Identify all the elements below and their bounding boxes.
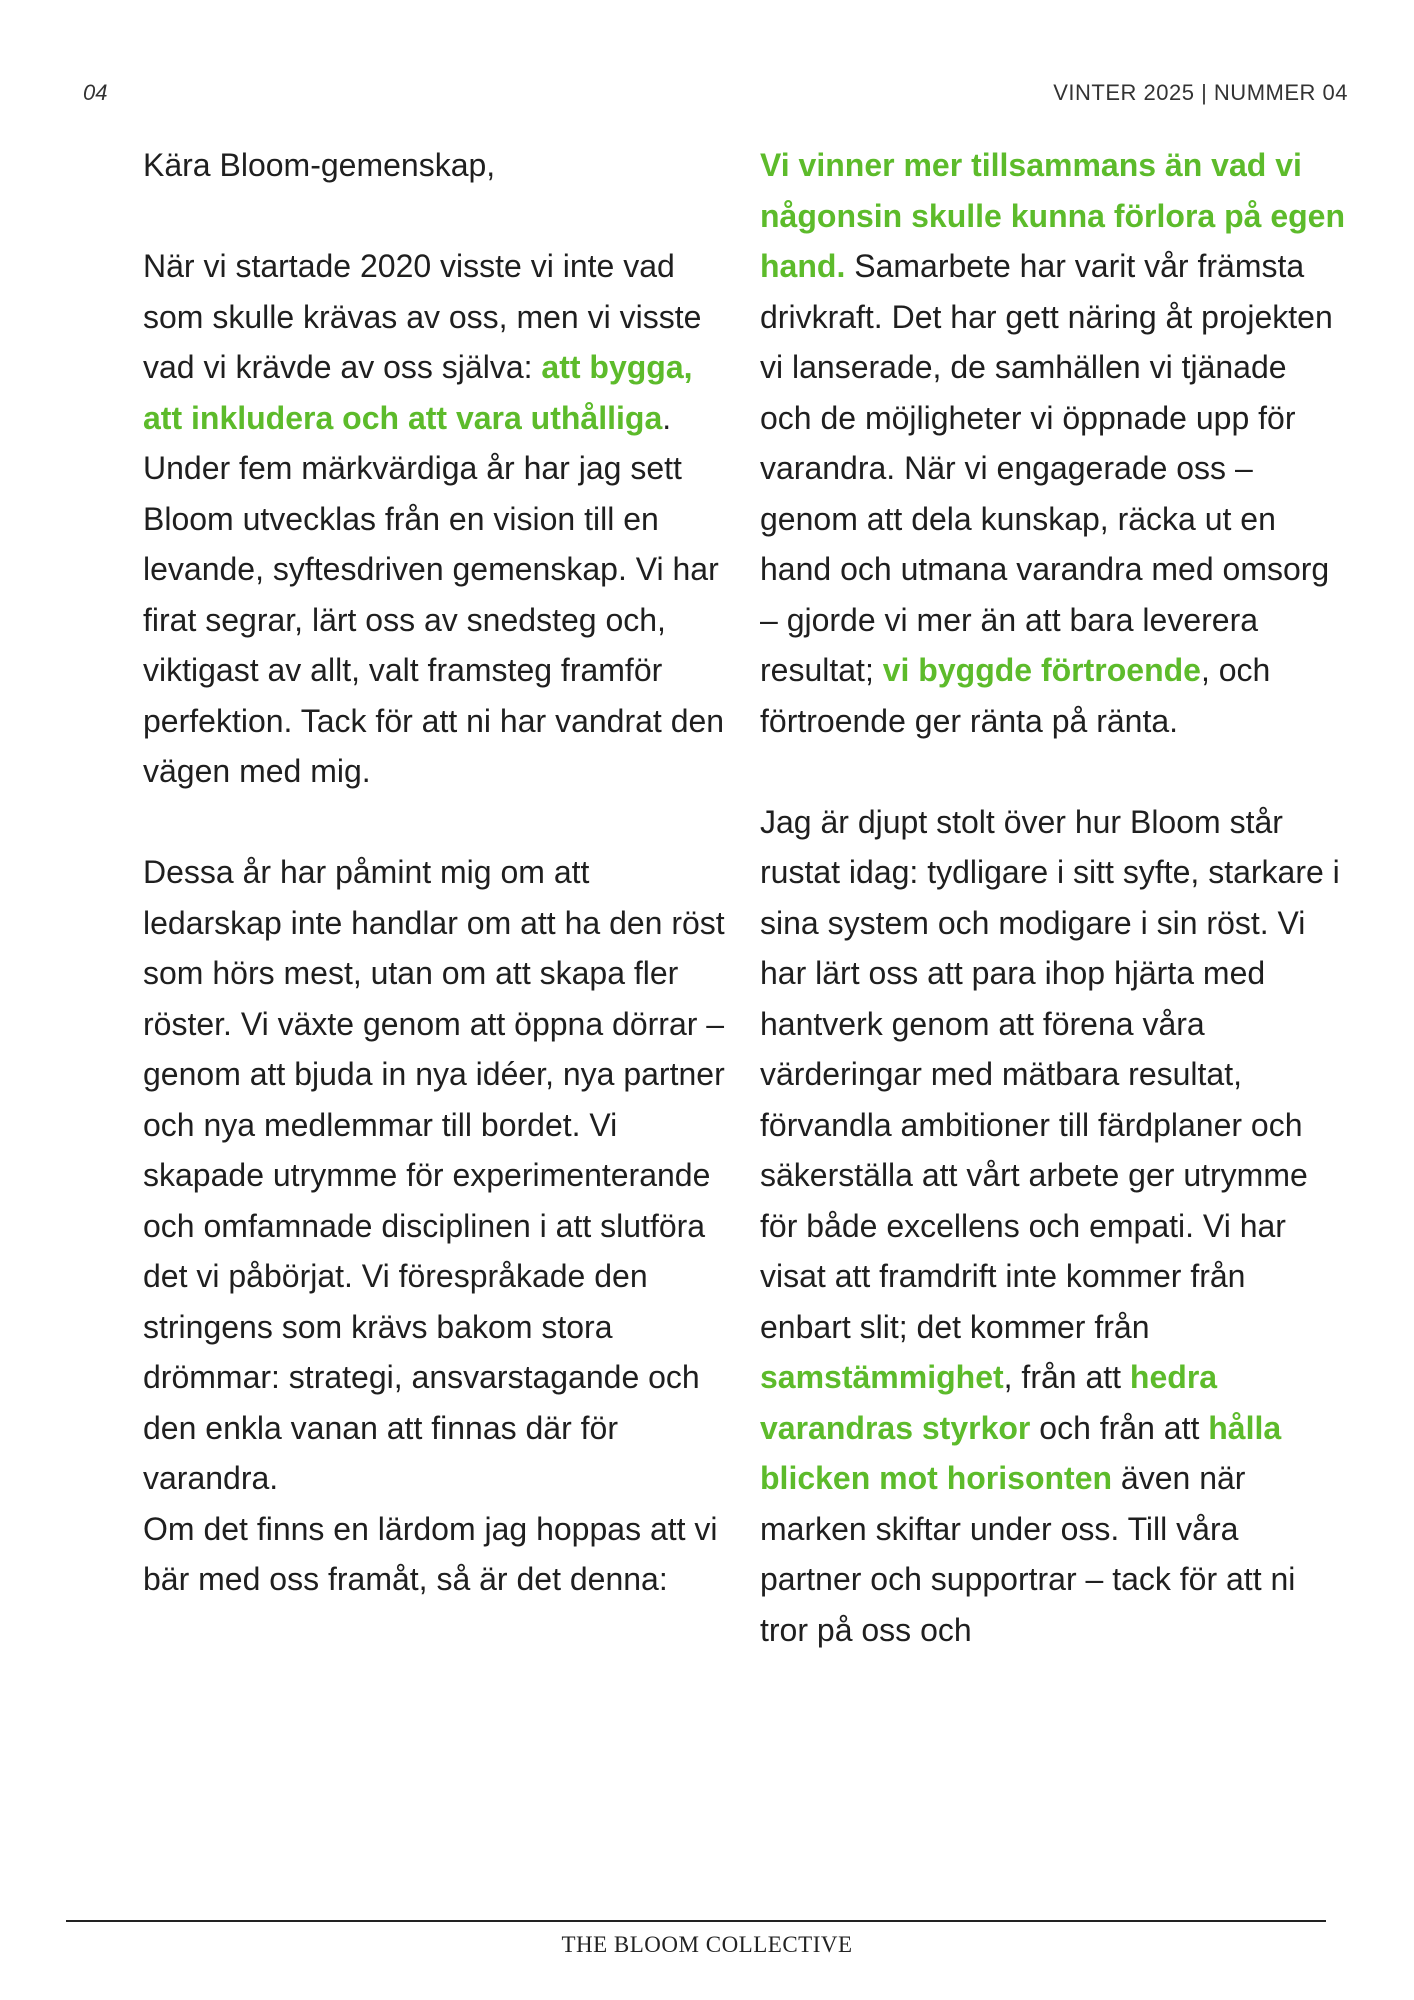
left-column [143, 140, 728, 1605]
paragraph-text: och från att [1030, 1409, 1209, 1446]
paragraph-text: även när marken skiftar under oss. Till våra partner och supportrar – tack för att ni tror på oss och [760, 1460, 1296, 1648]
highlight-text: samstämmighet [760, 1359, 1004, 1395]
paragraph-text: . Under fem märkvärdiga år har jag sett Bloom utvecklas från en vision till en levande, syftesdriven gemenskap. Vi har firat segrar, lärt oss av snedsteg och, viktigast av allt, valt framsteg framför perfektion. Tack för att ni har vandrat den vägen med mig. [143, 399, 725, 789]
highlight-text: Vi vinner mer tillsammans än vad vi någonsin skulle kunna förlora på egen hand. [760, 147, 1345, 284]
highlight-text: hålla blicken mot horisonten [760, 1409, 1282, 1496]
paragraph-intro [143, 241, 728, 797]
paragraph-text: , från att [1003, 1359, 1130, 1395]
footer-divider [66, 1920, 1326, 1922]
paragraph-text: Samarbete har varit vår främsta drivkraft. Det har gett näring åt projekten vi lanserade, de samhällen vi tjänade och de möjligheter vi öppnade upp för varandra. När vi engagerade oss – genom att dela kunskap, räcka ut en hand och utmana varandra med omsorg – gjorde vi mer än att bara leverera resultat; [760, 248, 1333, 688]
paragraph-text: När vi startade 2020 visste vi inte vad som skulle krävas av oss, men vi visste vad vi krävde av oss själva: [143, 248, 702, 385]
page-number: 04 [83, 80, 108, 105]
paragraph-lesson: Om det finns en lärdom jag hoppas att vi bär med oss framåt, så är det denna: [143, 1510, 718, 1597]
highlight-text: vi byggde förtroende [882, 652, 1201, 688]
issue-label: VINTER 2025 | NUMMER 04 [1053, 80, 1348, 105]
footer-title: THE BLOOM COLLECTIVE [561, 1932, 853, 1957]
greeting: Kära Bloom-gemenskap, [143, 147, 496, 183]
highlight-text: hedra varandras styrkor [760, 1359, 1218, 1446]
paragraph-collaboration [760, 140, 1345, 746]
paragraph-pride [760, 797, 1345, 1656]
paragraph-text: Jag är djupt stolt över hur Bloom står rustat idag: tydligare i sitt syfte, starkare i sina system och modigare i sin röst. Vi har lärt oss att para ihop hjärta med hantverk genom att förena våra värderingar med mätbara resultat, förvandla ambitioner till färdplaner och säkerställa att vårt arbete ger utrymme för både excellens och empati. Vi har visat att framdrift inte kommer från enbart slit; det kommer från [760, 803, 1340, 1345]
paragraph-text: , och förtroende ger ränta på ränta. [760, 652, 1271, 739]
highlight-text: att bygga, att inkludera och att vara uthålliga [143, 349, 693, 436]
paragraph-leadership: Dessa år har påmint mig om att ledarskap inte handlar om att ha den röst som hörs mest, utan om att skapa fler röster. Vi växte genom att öppna dörrar – genom att bjuda in nya idéer, nya partner och nya medlemmar till bordet. Vi skapade utrymme för experimenterande och omfamnade disciplinen i att slutföra det vi påbörjat. Vi förespråkade den stringens som krävs bakom stora drömmar: strategi, ansvarstagande och den enkla vanan att finnas där för varandra. [143, 854, 725, 1496]
right-column [760, 140, 1345, 1655]
